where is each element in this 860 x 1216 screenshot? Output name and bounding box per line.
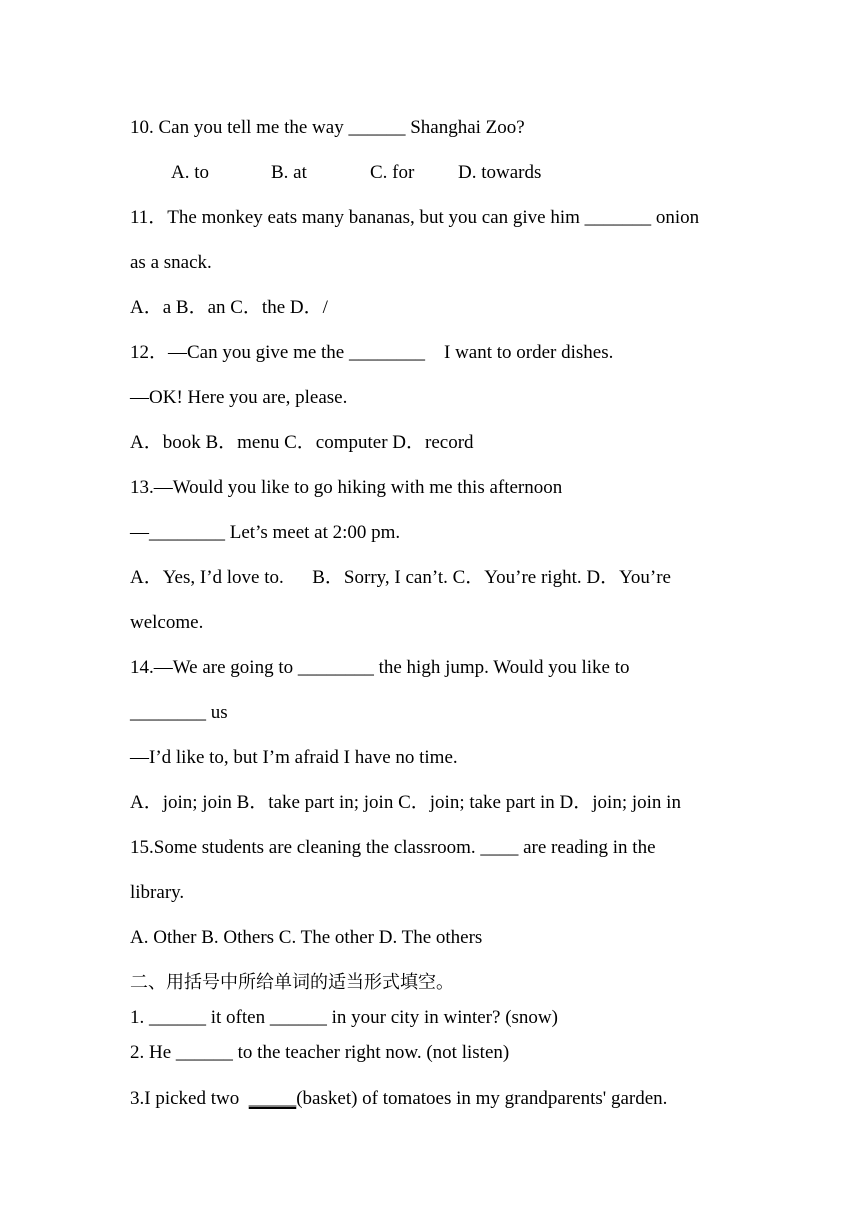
question-15-stem: 15.Some students are cleaning the classroom. ____ are reading in the bbox=[130, 837, 656, 858]
section-2-item-3-before: 3.I picked two bbox=[130, 1088, 249, 1109]
question-11-options: A．a B．an C．the D．/ bbox=[130, 297, 328, 318]
question-13-options-continued: welcome. bbox=[130, 612, 204, 633]
question-12-stem: 12．—Can you give me the ________ I want to order dishes. bbox=[130, 342, 614, 363]
question-11-stem: 11．The monkey eats many bananas, but you can give him _______ onion bbox=[130, 207, 700, 228]
question-15-stem-continued: library. bbox=[130, 882, 185, 903]
question-14-options: A．join; join B．take part in; join C．join; take part in D．join; join in bbox=[130, 792, 681, 813]
section-2-item-1: 1. ______ it often ______ in your city in winter? (snow) bbox=[130, 1007, 558, 1028]
section-2-item-3-blank: _____ bbox=[248, 1088, 297, 1109]
section-2-item-3 bbox=[130, 1087, 667, 1111]
question-13-reply: —________ Let’s meet at 2:00 pm. bbox=[130, 522, 401, 543]
question-10-option-a: A. to bbox=[171, 162, 209, 183]
question-14-stem: 14.—We are going to ________ the high jump. Would you like to bbox=[130, 657, 630, 678]
question-10-option-d: D. towards bbox=[458, 162, 542, 183]
question-10-option-b: B. at bbox=[271, 162, 307, 183]
question-13-stem: 13.—Would you like to go hiking with me this afternoon bbox=[130, 477, 563, 498]
question-14-reply: —I’d like to, but I’m afraid I have no time. bbox=[130, 747, 458, 768]
question-10-option-c: C. for bbox=[370, 162, 415, 183]
question-12-reply: —OK! Here you are, please. bbox=[130, 387, 348, 408]
question-13-options: A．Yes, I’d love to. B．Sorry, I can’t. C．You’re right. D．You’re bbox=[130, 567, 671, 588]
section-2-item-2: 2. He ______ to the teacher right now. (not listen) bbox=[130, 1042, 510, 1063]
question-10-stem: 10. Can you tell me the way ______ Shanghai Zoo? bbox=[130, 117, 525, 138]
question-15-options: A. Other B. Others C. The other D. The others bbox=[130, 927, 483, 948]
question-10-options bbox=[171, 161, 541, 185]
section-2-item-3-after: (basket) of tomatoes in my grandparents' garden. bbox=[296, 1088, 668, 1109]
question-12-options: A．book B．menu C．computer D．record bbox=[130, 432, 474, 453]
question-11-stem-continued: as a snack. bbox=[130, 252, 212, 273]
section-2-heading: 二、用括号中所给单词的适当形式填空。 bbox=[130, 972, 454, 993]
question-14-stem-continued: ________ us bbox=[130, 702, 228, 723]
